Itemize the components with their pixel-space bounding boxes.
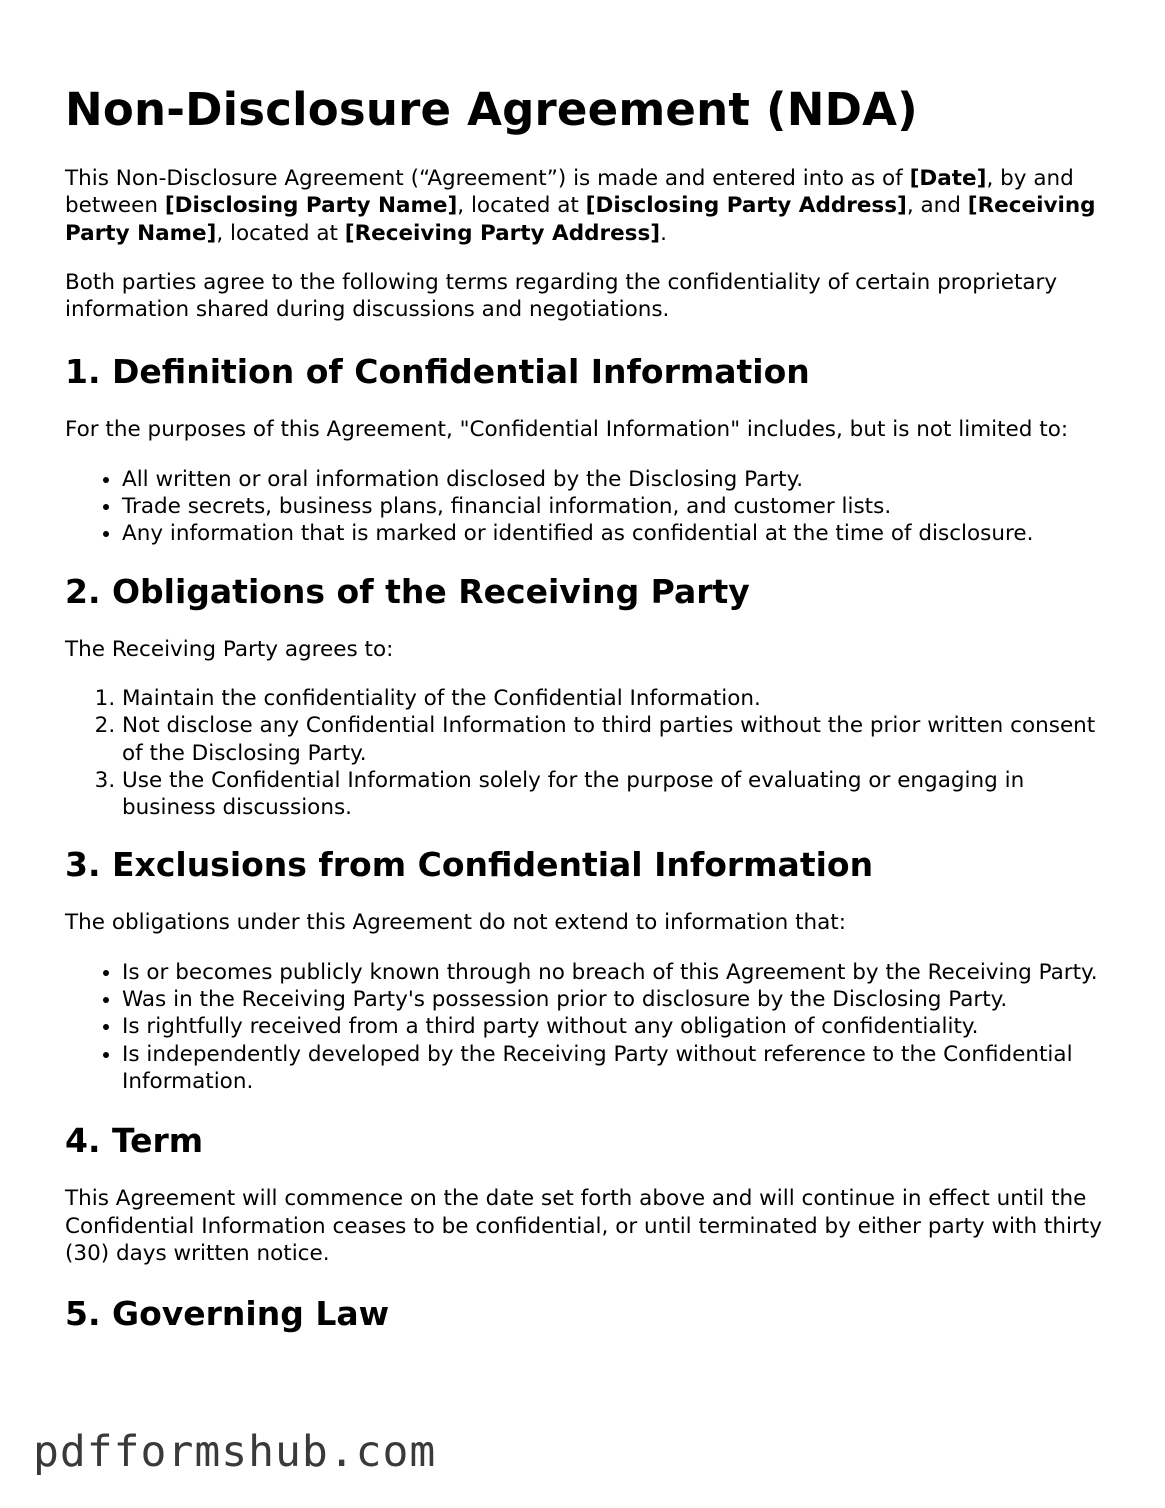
receiving-party-name-placeholder: [Receiving Party Name] xyxy=(65,193,1096,246)
list-item: • Is rightfully received from a third party without any obligation of confidentiality. xyxy=(122,1013,1115,1040)
section-3-heading: 3. Exclusions from Confidential Information xyxy=(65,845,874,885)
list-item: 3. Use the Confidential Information solely for the purpose of evaluating or engaging in business discussions. xyxy=(122,767,1115,822)
intro-text-1: This Non-Disclosure Agreement (“Agreement”) is made and entered into as of xyxy=(65,166,910,191)
section-2-text: The Receiving Party agrees to: xyxy=(65,636,394,662)
disclosing-party-address-placeholder: [Disclosing Party Address] xyxy=(585,193,907,219)
document-title: Non-Disclosure Agreement (NDA) xyxy=(65,83,918,136)
watermark: pdfformshub.com xyxy=(33,1427,437,1477)
list-item: • All written or oral information disclosed by the Disclosing Party. xyxy=(122,466,1115,493)
list-item: • Is or becomes publicly known through no breach of this Agreement by the Receiving Party. xyxy=(122,959,1115,986)
section-5-heading: 5. Governing Law xyxy=(65,1294,390,1334)
intro-text-4: , and xyxy=(906,193,968,219)
section-3-text: The obligations under this Agreement do not extend to information that: xyxy=(65,910,846,936)
section-3-list xyxy=(65,959,1115,1095)
intro-paragraph xyxy=(65,165,1115,247)
agreement-paragraph: Both parties agree to the following terms regarding the confidentiality of certain proprietary information shared during discussions and negotiations. xyxy=(65,269,1058,323)
disclosing-party-name-placeholder: [Disclosing Party Name] xyxy=(164,193,458,219)
list-item: • Any information that is marked or identified as confidential at the time of disclosure. xyxy=(122,520,1115,547)
section-4-text: This Agreement will commence on the date set forth above and will continue in effect until the Confidential Information ceases to be confidential, or until terminated by either party with thirty (30) days written notice. xyxy=(65,1186,1102,1266)
section-1-list xyxy=(65,466,1115,548)
date-placeholder: [Date] xyxy=(909,166,987,191)
section-1-heading: 1. Definition of Confidential Information xyxy=(65,352,810,392)
section-2-heading: 2. Obligations of the Receiving Party xyxy=(65,571,750,611)
section-1-text: For the purposes of this Agreement, "Confidential Information" includes, but is not limited to: xyxy=(65,417,1069,443)
intro-text-6: . xyxy=(660,220,667,246)
intro-text-2: , by and between xyxy=(65,166,1074,219)
section-2-list xyxy=(65,685,1115,821)
document-page xyxy=(65,0,1115,1334)
list-item: • Trade secrets, business plans, financial information, and customer lists. xyxy=(122,493,1115,520)
list-item: • Is independently developed by the Receiving Party without reference to the Confidential Information. xyxy=(122,1041,1115,1096)
section-4-heading: 4. Term xyxy=(65,1121,204,1161)
list-item: • Was in the Receiving Party's possession prior to disclosure by the Disclosing Party. xyxy=(122,986,1115,1013)
list-item: 1. Maintain the confidentiality of the Confidential Information. xyxy=(122,685,1115,712)
intro-text-5: , located at xyxy=(216,220,345,246)
receiving-party-address-placeholder: [Receiving Party Address] xyxy=(344,220,661,246)
intro-text-3: , located at xyxy=(457,193,586,219)
list-item: 2. Not disclose any Confidential Information to third parties without the prior written consent of the Disclosing Party. xyxy=(122,712,1115,767)
